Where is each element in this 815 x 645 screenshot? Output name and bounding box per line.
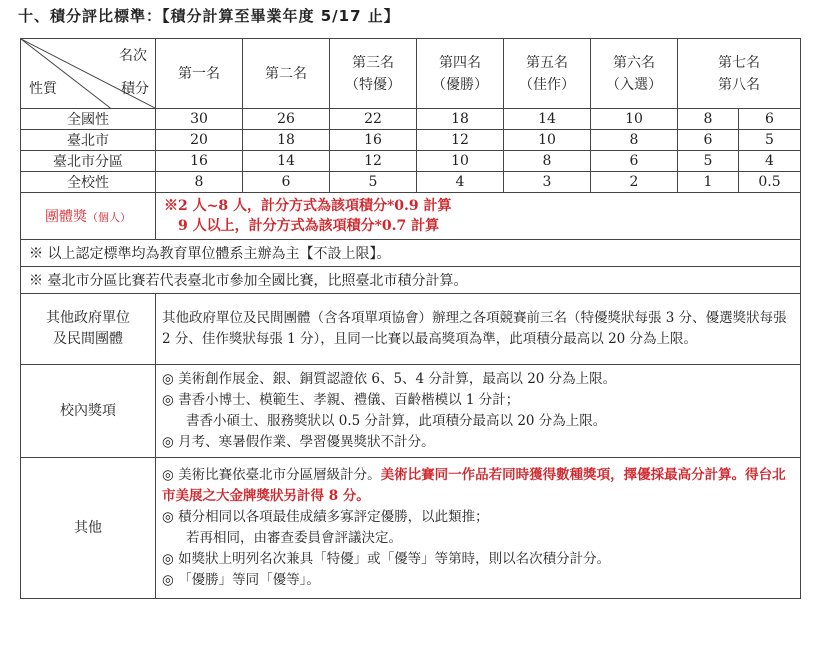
rank-header-4: 第四名 （優勝）: [417, 39, 504, 109]
score-cell: 3: [504, 172, 591, 193]
score-cell: 6: [591, 151, 678, 172]
score-cell: 5: [330, 172, 417, 193]
score-cell: 5: [678, 151, 739, 172]
score-cell: 14: [504, 109, 591, 130]
score-cell: 5: [739, 130, 801, 151]
rank-header-1: 第一名: [156, 39, 243, 109]
score-cell: 10: [591, 109, 678, 130]
row-label: 全國性: [21, 109, 156, 130]
note-primary: ※ 以上認定標準均為教育單位體系主辦為主【不設上限】。: [21, 240, 801, 267]
score-cell: 18: [243, 130, 330, 151]
corner-cell: [21, 39, 156, 109]
rank-header-7-8: 第七名 第八名: [678, 39, 801, 109]
row-label: 臺北市: [21, 130, 156, 151]
section-label-other: 其他: [21, 458, 156, 599]
rank-header-6: 第六名 （入選）: [591, 39, 678, 109]
note-row: [21, 267, 801, 294]
header-row: [21, 39, 801, 109]
score-cell: 8: [591, 130, 678, 151]
section-text-school: ◎ 美術創作展金、銀、銅質認證依 6、5、4 分計算，最高以 20 分為上限。 ◎ 書香小博士、模範生、孝親、禮儀、百齡楷模以 1 分計； 書香小碩士、服務獎狀以 0.5 分計算，此項積分最高以 20 分為上限。 ◎ 月考、寒暑假作業、學習優異獎狀不計分。: [156, 365, 801, 458]
group-award-rule: ※2 人~8 人，計分方式為該項積分*0.9 計算 9 人以上，計分方式為該項積分*0.7 計算: [156, 193, 801, 240]
note-secondary: ※ 臺北市分區比賽若代表臺北市參加全國比賽，比照臺北市積分計算。: [21, 267, 801, 294]
score-cell: 14: [243, 151, 330, 172]
score-cell: 20: [156, 130, 243, 151]
section-text-other: ◎ 美術比賽依臺北市分區層級計分。美術比賽同一作品若同時獲得數種獎項，擇優採最高分計算。得台北市美展之大金牌獎狀另計得 8 分。 ◎ 積分相同以各項最佳成績多寡評定優勝，以此類推； 若再相同，由審查委員會評議決定。 ◎ 如獎狀上明列名次兼具「特優」或「優等」等第時，則以名次積分計分。 ◎ 「優勝」等同「優等」。: [156, 458, 801, 599]
note-row: [21, 240, 801, 267]
score-cell: 0.5: [739, 172, 801, 193]
table-row: [21, 109, 801, 130]
score-cell: 8: [678, 109, 739, 130]
score-cell: 6: [243, 172, 330, 193]
score-cell: 8: [156, 172, 243, 193]
section-row: [21, 365, 801, 458]
section-text-government: 其他政府單位及民間團體（含各項單項協會）辦理之各項競賽前三名（特優獎狀每張 3 分、優選獎狀每張 2 分、佳作獎狀每張 1 分），且同一比賽以最高獎項為準，此項積分最高以 20 分為上限。: [156, 294, 801, 365]
group-award-row: [21, 193, 801, 240]
score-cell: 4: [417, 172, 504, 193]
section-row: [21, 294, 801, 365]
corner-score-label: 積分: [121, 81, 149, 97]
table-row: [21, 172, 801, 193]
score-cell: 16: [156, 151, 243, 172]
row-label: 臺北市分區: [21, 151, 156, 172]
score-cell: 10: [504, 130, 591, 151]
score-cell: 2: [591, 172, 678, 193]
table-row: [21, 130, 801, 151]
group-award-label: 團體獎（個人）: [21, 193, 156, 240]
score-cell: 8: [504, 151, 591, 172]
section-label-school: 校內獎項: [21, 365, 156, 458]
score-cell: 6: [678, 130, 739, 151]
score-cell: 1: [678, 172, 739, 193]
score-cell: 18: [417, 109, 504, 130]
rank-header-5: 第五名 （佳作）: [504, 39, 591, 109]
score-cell: 12: [330, 151, 417, 172]
scoring-table: [20, 38, 801, 599]
section-label-government: 其他政府單位 及民間團體: [21, 294, 156, 365]
score-cell: 26: [243, 109, 330, 130]
rank-header-2: 第二名: [243, 39, 330, 109]
score-cell: 12: [417, 130, 504, 151]
page-title: 十、積分評比標準：【積分計算至畢業年度 5/17 止】: [18, 7, 400, 25]
corner-rank-label: 名次: [119, 48, 147, 64]
score-cell: 4: [739, 151, 801, 172]
score-cell: 10: [417, 151, 504, 172]
corner-type-label: 性質: [29, 81, 57, 97]
score-cell: 22: [330, 109, 417, 130]
table-row: [21, 151, 801, 172]
score-cell: 30: [156, 109, 243, 130]
score-cell: 16: [330, 130, 417, 151]
section-row: [21, 458, 801, 599]
rank-header-3: 第三名 （特優）: [330, 39, 417, 109]
row-label: 全校性: [21, 172, 156, 193]
score-cell: 6: [739, 109, 801, 130]
